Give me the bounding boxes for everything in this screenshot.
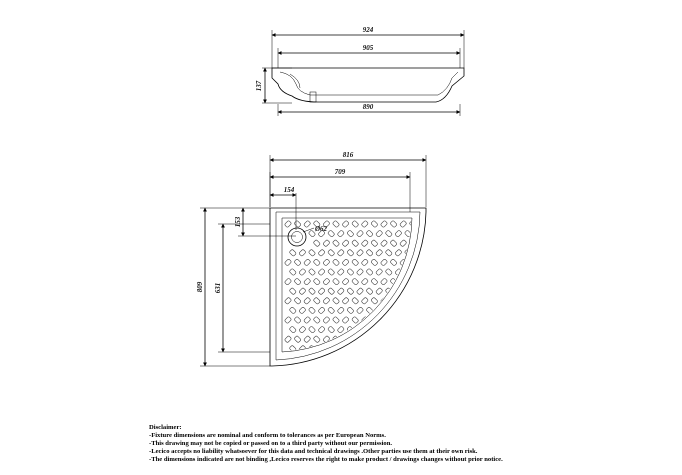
anti-slip-tile [337, 268, 344, 275]
anti-slip-tile [328, 249, 335, 256]
anti-slip-tile [400, 297, 407, 304]
anti-slip-tile [294, 336, 301, 343]
anti-slip-tile [409, 240, 416, 247]
anti-slip-tile [409, 278, 416, 285]
anti-slip-tile [342, 316, 349, 323]
anti-slip-tile [337, 307, 344, 314]
anti-slip-tile [328, 230, 335, 237]
disclaimer-heading: Disclaimer: [149, 424, 182, 431]
anti-slip-tile [366, 307, 373, 314]
anti-slip-tile [414, 307, 421, 314]
anti-slip-tile [323, 259, 330, 266]
anti-slip-tile [289, 268, 296, 275]
anti-slip-tile [299, 268, 306, 275]
anti-slip-tile [289, 288, 296, 295]
anti-slip-tile [376, 230, 383, 237]
anti-slip-tile [294, 278, 301, 285]
anti-slip-tile [347, 326, 354, 333]
waste-outlet-side [310, 92, 316, 102]
anti-slip-tile [347, 288, 354, 295]
anti-slip-tile [390, 220, 397, 227]
anti-slip-tile [299, 307, 306, 314]
anti-slip-tile [376, 288, 383, 295]
dim-label-905: 905 [362, 44, 374, 52]
anti-slip-tile [342, 355, 349, 362]
anti-slip-tile [332, 297, 339, 304]
anti-slip-tile [395, 249, 402, 256]
anti-slip-tile [294, 316, 301, 323]
anti-slip-tile [385, 326, 392, 333]
anti-slip-tile [409, 336, 416, 343]
anti-slip-tile [342, 297, 349, 304]
anti-slip-tile [414, 268, 421, 275]
anti-slip-tile [308, 268, 315, 275]
anti-slip-tile [347, 230, 354, 237]
anti-slip-tile [409, 316, 416, 323]
dim-label-816: 816 [342, 151, 354, 159]
anti-slip-tile [380, 316, 387, 323]
anti-slip-tile [414, 288, 421, 295]
anti-slip-tile [356, 268, 363, 275]
anti-slip-tile [404, 345, 411, 352]
anti-slip-tile [400, 240, 407, 247]
anti-slip-tile [361, 278, 368, 285]
anti-slip-tile [347, 345, 354, 352]
anti-slip-tile [366, 268, 373, 275]
anti-slip-tile [308, 345, 315, 352]
anti-slip-tile [294, 220, 301, 227]
anti-slip-tile [289, 326, 296, 333]
anti-slip-tile [294, 297, 301, 304]
anti-slip-tile [332, 240, 339, 247]
anti-slip-tile [308, 288, 315, 295]
disclaimer-line: -The dimensions indicated are not binding ,Lecico reserves the right to make product / drawings changes without prior notice. [149, 455, 503, 463]
anti-slip-tile [328, 326, 335, 333]
anti-slip-tile [380, 220, 387, 227]
anti-slip-tile [313, 240, 320, 247]
anti-slip-tile [284, 259, 291, 266]
anti-slip-tile [352, 297, 359, 304]
anti-slip-tile [404, 307, 411, 314]
anti-slip-tile [337, 345, 344, 352]
anti-slip-tile [356, 230, 363, 237]
anti-slip-tile [332, 316, 339, 323]
disclaimer-line: -Lecico accepts no liability whatsoever for this data and technical drawings .Other parties use them at their own risk. [149, 447, 478, 455]
anti-slip-tile [337, 249, 344, 256]
anti-slip-tile [299, 288, 306, 295]
anti-slip-tile [400, 336, 407, 343]
anti-slip-tile [404, 288, 411, 295]
anti-slip-tile [352, 355, 359, 362]
anti-slip-tile [284, 278, 291, 285]
anti-slip-tile [332, 259, 339, 266]
anti-slip-tile [337, 230, 344, 237]
anti-slip-tile [380, 240, 387, 247]
anti-slip-tile [318, 249, 325, 256]
anti-slip-tile [284, 297, 291, 304]
anti-slip-tile [409, 220, 416, 227]
anti-slip-tile [328, 307, 335, 314]
anti-slip-tile [385, 268, 392, 275]
anti-slip-tile [414, 345, 421, 352]
anti-slip-tile [332, 355, 339, 362]
anti-slip-tile [361, 259, 368, 266]
anti-slip-tile [304, 278, 311, 285]
dim-label-153: 153 [234, 216, 242, 228]
anti-slip-tile [371, 220, 378, 227]
anti-slip-tile [304, 316, 311, 323]
anti-slip-tile [352, 316, 359, 323]
waste-diameter-label: Ø62 [315, 225, 328, 233]
anti-slip-tile [299, 326, 306, 333]
anti-slip-tile [337, 288, 344, 295]
anti-slip-tile [352, 240, 359, 247]
anti-slip-tile [313, 297, 320, 304]
dim-label-631: 631 [214, 282, 222, 294]
anti-slip-tile [313, 336, 320, 343]
anti-slip-tile [284, 355, 291, 362]
anti-slip-tile [352, 259, 359, 266]
anti-slip-tile [294, 259, 301, 266]
anti-slip-tile [380, 297, 387, 304]
anti-slip-tile [366, 288, 373, 295]
anti-slip-tile [356, 345, 363, 352]
anti-slip-tile [342, 278, 349, 285]
anti-slip-tile [395, 230, 402, 237]
anti-slip-tile [380, 336, 387, 343]
anti-slip-tile [318, 268, 325, 275]
anti-slip-tile [400, 355, 407, 362]
dim-label-924: 924 [362, 26, 374, 34]
anti-slip-tile [284, 316, 291, 323]
dim-label-890: 890 [362, 103, 374, 111]
dim-label-154: 154 [283, 186, 295, 194]
anti-slip-tile [376, 345, 383, 352]
anti-slip-tile [304, 297, 311, 304]
anti-slip-tile [332, 220, 339, 227]
anti-slip-tile [371, 355, 378, 362]
dim-label-809: 809 [196, 281, 204, 293]
anti-slip-tile [395, 326, 402, 333]
anti-slip-tile [361, 316, 368, 323]
anti-slip-tile [390, 240, 397, 247]
anti-slip-tile [352, 278, 359, 285]
anti-slip-tile [318, 326, 325, 333]
anti-slip-tile [313, 316, 320, 323]
anti-slip-tile [361, 220, 368, 227]
anti-slip-tile [376, 249, 383, 256]
anti-slip-tile [347, 249, 354, 256]
anti-slip-tile [400, 220, 407, 227]
anti-slip-tile [361, 336, 368, 343]
anti-slip-tile [390, 316, 397, 323]
waste-outlet [288, 228, 306, 246]
anti-slip-tile [323, 240, 330, 247]
anti-slip-tile [342, 259, 349, 266]
anti-slip-tile [284, 336, 291, 343]
dim-label-709: 709 [334, 168, 346, 176]
anti-slip-tile [356, 288, 363, 295]
disclaimer [149, 424, 679, 464]
anti-slip-tile [385, 249, 392, 256]
anti-slip-tile [308, 326, 315, 333]
anti-slip-tile [347, 307, 354, 314]
anti-slip-tile [371, 259, 378, 266]
anti-slip-tile [371, 278, 378, 285]
anti-slip-tile [409, 355, 416, 362]
anti-slip-tile [337, 326, 344, 333]
anti-slip-tile [376, 268, 383, 275]
anti-slip-tile [380, 259, 387, 266]
side-view [255, 26, 464, 116]
anti-slip-tile [376, 326, 383, 333]
anti-slip-tile [390, 259, 397, 266]
anti-slip-tile [356, 249, 363, 256]
anti-slip-tile [404, 326, 411, 333]
anti-slip-tile [294, 355, 301, 362]
anti-slip-tile [299, 249, 306, 256]
anti-slip-tile [409, 297, 416, 304]
anti-slip-tile [323, 316, 330, 323]
anti-slip-tile [366, 345, 373, 352]
anti-slip-tile [313, 278, 320, 285]
anti-slip-tile [304, 336, 311, 343]
anti-slip-tile [361, 355, 368, 362]
anti-slip-tile [380, 278, 387, 285]
anti-slip-tile [328, 268, 335, 275]
anti-slip-tile [304, 220, 311, 227]
anti-slip-tile [352, 220, 359, 227]
anti-slip-tile [308, 307, 315, 314]
anti-slip-tile [400, 316, 407, 323]
anti-slip-tile [366, 230, 373, 237]
anti-slip-tile [380, 355, 387, 362]
anti-slip-tile [395, 345, 402, 352]
anti-slip-tile [332, 278, 339, 285]
anti-slip-tile [323, 336, 330, 343]
anti-slip-tile [395, 307, 402, 314]
anti-slip-tile [371, 240, 378, 247]
anti-slip-tile [323, 297, 330, 304]
anti-slip-tile [347, 268, 354, 275]
anti-slip-tile [318, 345, 325, 352]
anti-slip-tile [289, 249, 296, 256]
anti-slip-tile [323, 278, 330, 285]
anti-slip-tile [371, 336, 378, 343]
anti-slip-tile [361, 240, 368, 247]
anti-slip-tile [289, 307, 296, 314]
anti-slip-tile [308, 249, 315, 256]
anti-slip-tile [361, 297, 368, 304]
anti-slip-tile [318, 288, 325, 295]
disclaimer-line: -This drawing may not be copied or passed on to a third party without our permission. [149, 439, 393, 447]
anti-slip-tile [356, 307, 363, 314]
anti-slip-tile [414, 326, 421, 333]
tray-side-profile [272, 68, 464, 102]
anti-slip-tile [342, 220, 349, 227]
anti-slip-tile [342, 336, 349, 343]
anti-slip-tile [390, 355, 397, 362]
anti-slip-tile [313, 259, 320, 266]
anti-slip-tile [328, 288, 335, 295]
plan-view [196, 151, 426, 366]
anti-slip-tile [385, 345, 392, 352]
anti-slip-tile [304, 259, 311, 266]
anti-slip-tile [371, 297, 378, 304]
anti-slip-tile [318, 307, 325, 314]
disclaimer-line: -Fixture dimensions are nominal and conform to tolerances as per European Norms. [149, 431, 386, 439]
anti-slip-tile [342, 240, 349, 247]
anti-slip-tile [385, 230, 392, 237]
anti-slip-tile [284, 220, 291, 227]
anti-slip-tile [404, 249, 411, 256]
tray-basin [282, 218, 412, 352]
anti-slip-tile [366, 249, 373, 256]
dim-label-137: 137 [255, 80, 263, 92]
anti-slip-tile [390, 336, 397, 343]
